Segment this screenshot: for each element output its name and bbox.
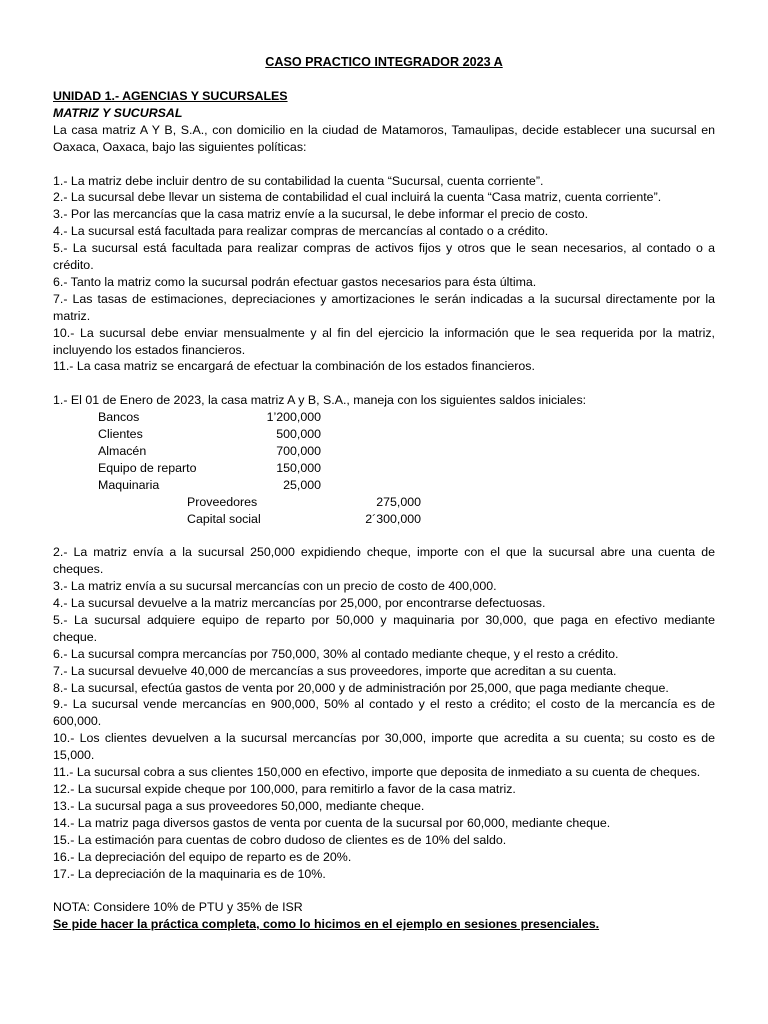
policy-item: 10.- La sucursal debe enviar mensualmente y al fin del ejercicio la información que le sea requerida por la matriz,	[53, 325, 715, 340]
unit-heading: UNIDAD 1.- AGENCIAS Y SUCURSALES	[53, 89, 288, 103]
balance-row	[53, 511, 715, 528]
account-name: Equipo de reparto	[98, 460, 197, 475]
transactions-list	[53, 544, 715, 882]
policy-item: 7.- Las tasas de estimaciones, depreciaciones y amortizaciones le serán indicadas a la sucursal directamente por la	[53, 291, 715, 306]
transaction-item: 8.- La sucursal, efectúa gastos de venta por 20,000 y de administración por 25,000, que paga mediante cheque.	[53, 680, 669, 695]
transaction-item: 14.- La matriz paga diversos gastos de venta por cuenta de la sucursal por 60,000, mediante cheque.	[53, 815, 611, 830]
account-amount: 25,000	[283, 477, 321, 492]
balance-row	[53, 409, 715, 426]
account-name: Proveedores	[187, 494, 258, 509]
policy-item: 6.- Tanto la matriz como la sucursal podrán efectuar gastos necesarios para ésta última.	[53, 274, 537, 289]
transaction-item: 9.- La sucursal vende mercancías en 900,000, 50% al contado y el resto a crédito; el costo de la mercancía es de	[53, 697, 715, 712]
balance-row	[53, 460, 715, 477]
transaction-item: 2.- La matriz envía a la sucursal 250,000 expidiendo cheque, importe con el que la sucursal abre una cuenta de	[53, 545, 715, 560]
transaction-item: cheque.	[53, 629, 98, 644]
opening-balances-intro: 1.- El 01 de Enero de 2023, la casa matriz A y B, S.A., maneja con los siguientes saldos iniciales:	[53, 393, 587, 408]
document-body	[53, 88, 715, 933]
policy-item: incluyendo los estados financieros.	[53, 342, 246, 357]
transaction-item: 13.- La sucursal paga a sus proveedores 50,000, mediante cheque.	[53, 798, 425, 813]
intro-line: Oaxaca, Oaxaca, bajo las siguientes políticas:	[53, 139, 307, 154]
instruction: Se pide hacer la práctica completa, como lo hicimos en el ejemplo en sesiones presenciales.	[53, 917, 600, 932]
transaction-item: 17.- La depreciación de la maquinaria es de 10%.	[53, 866, 326, 881]
transaction-item: 11.- La sucursal cobra a sus clientes 150,000 en efectivo, importe que deposita de inmediato a su cuenta de cheques.	[53, 765, 701, 780]
transaction-item: 15.- La estimación para cuentas de cobro dudoso de clientes es de 10% del saldo.	[53, 832, 507, 847]
account-amount: 700,000	[276, 443, 321, 458]
document-title: CASO PRACTICO INTEGRADOR 2023 A	[265, 55, 503, 69]
account-amount: 275,000	[376, 494, 421, 509]
account-name: Clientes	[98, 427, 143, 442]
policy-item: 1.- La matriz debe incluir dentro de su contabilidad la cuenta “Sucursal, cuenta corriente”.	[53, 173, 544, 188]
transaction-item: 600,000.	[53, 714, 102, 729]
transaction-item: 16.- La depreciación del equipo de reparto es de 20%.	[53, 849, 352, 864]
account-amount: 2´300,000	[365, 511, 421, 526]
note: NOTA: Considere 10% de PTU y 35% de ISR	[53, 900, 303, 915]
transaction-item: 4.- La sucursal devuelve a la matriz mercancías por 25,000, por encontrarse defectuosas.	[53, 596, 546, 611]
policy-item: 3.- Por las mercancías que la casa matriz envíe a la sucursal, le debe informar el precio de costo.	[53, 207, 589, 222]
policy-item: crédito.	[53, 258, 94, 273]
transaction-item: 15,000.	[53, 748, 95, 763]
transaction-item: 12.- La sucursal expide cheque por 100,000, para remitirlo a favor de la casa matriz.	[53, 782, 516, 796]
account-amount: 150,000	[276, 460, 321, 475]
account-name: Capital social	[187, 511, 261, 526]
intro-line: La casa matriz A Y B, S.A., con domicilio en la ciudad de Matamoros, Tamaulipas, decide establecer una sucursal en	[53, 122, 715, 137]
account-name: Bancos	[98, 410, 140, 425]
transaction-item: 6.- La sucursal compra mercancías por 750,000, 30% al contado mediante cheque, y el resto a crédito.	[53, 646, 619, 661]
policy-item: 2.- La sucursal debe llevar un sistema de contabilidad el cual incluirá la cuenta “Casa matriz, cuenta corriente”.	[53, 190, 662, 205]
policy-item: 5.- La sucursal está facultada para realizar compras de activos fijos y otros que le sean necesarios, al contado o a	[53, 241, 715, 256]
transaction-item: 5.- La sucursal adquiere equipo de reparto por 50,000 y maquinaria por 30,000, que paga en efectivo mediante	[53, 612, 715, 627]
transaction-item: 7.- La sucursal devuelve 40,000 de mercancías a sus proveedores, importe que acreditan a su cuenta.	[53, 663, 617, 678]
balance-row	[53, 426, 715, 443]
account-name: Almacén	[98, 443, 147, 458]
account-amount: 500,000	[276, 427, 321, 442]
account-amount: 1’200,000	[266, 410, 321, 425]
opening-balances-table	[53, 409, 715, 527]
balance-row	[53, 494, 715, 511]
section-subheading: MATRIZ Y SUCURSAL	[53, 105, 183, 120]
policy-item: 4.- La sucursal está facultada para realizar compras de mercancías al contado o a crédito.	[53, 224, 549, 239]
balance-row	[53, 443, 715, 460]
policy-item: matriz.	[53, 308, 91, 323]
transaction-item: 3.- La matriz envía a su sucursal mercancías con un precio de costo de 400,000.	[53, 579, 497, 594]
balance-row	[53, 477, 715, 494]
transaction-item: 10.- Los clientes devuelven a la sucursal mercancías por 30,000, importe que acredita a su cuenta; su costo es de	[53, 731, 715, 746]
account-name: Maquinaria	[98, 477, 160, 492]
policy-item: 11.- La casa matriz se encargará de efectuar la combinación de los estados financieros.	[53, 359, 535, 374]
transaction-item: cheques.	[53, 562, 104, 577]
policies-list	[53, 173, 715, 376]
